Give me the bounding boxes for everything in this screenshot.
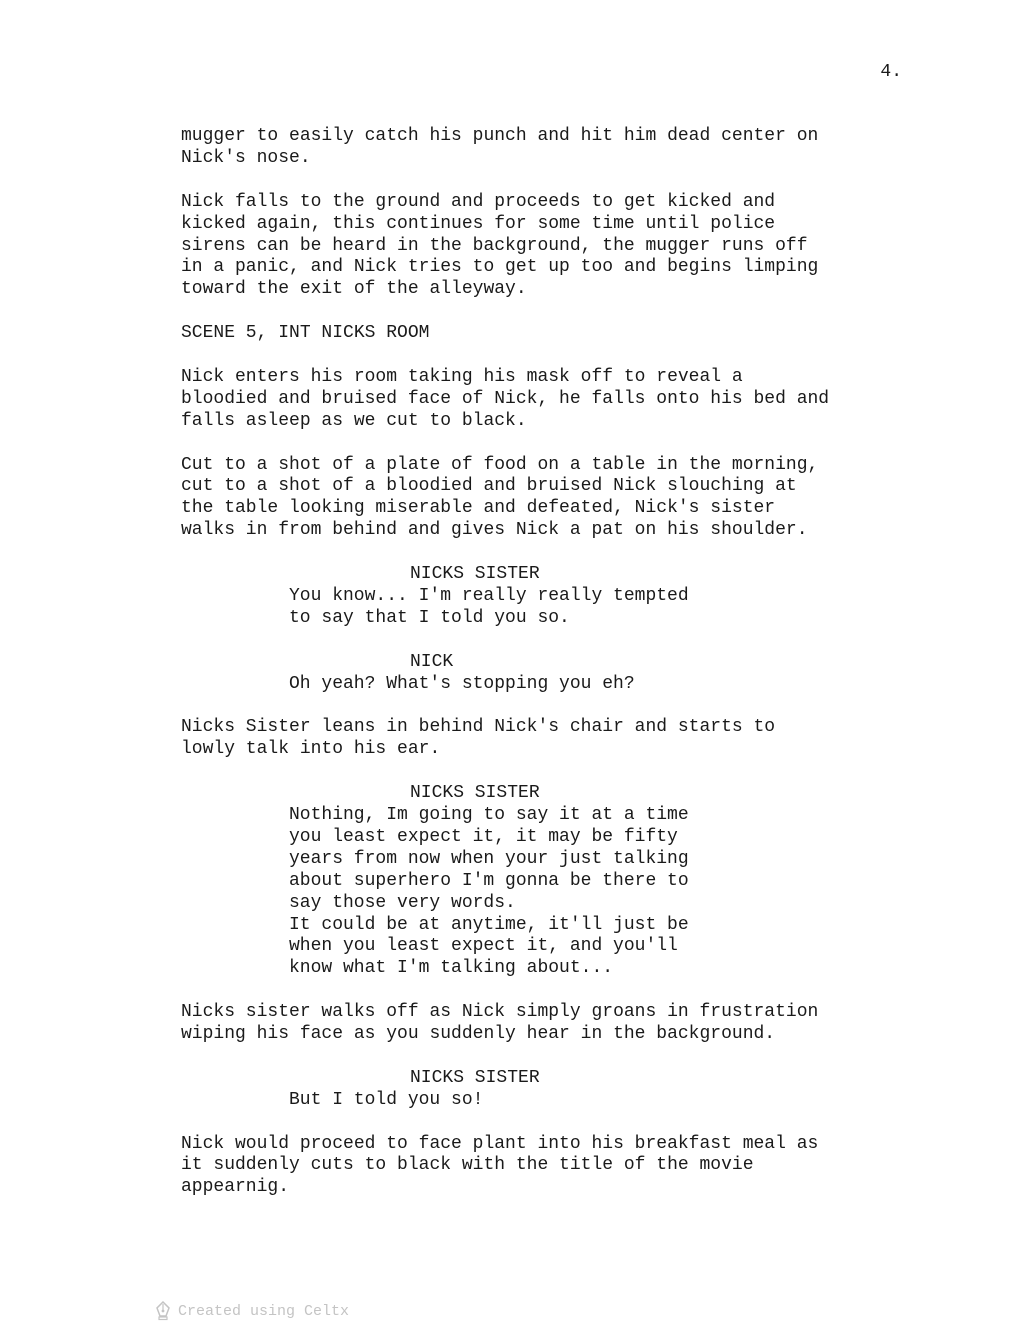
action-line: Cut to a shot of a plate of food on a table in the morning, cut to a shot of a bloodied and bruised Nick slouching at the table looking miserable and defeated, Nick's sister walks in from behind and gives Nick a pat on his shoulder. xyxy=(181,454,819,541)
page-number: 4. xyxy=(880,62,902,82)
scene-heading: SCENE 5, INT NICKS ROOM xyxy=(181,323,430,344)
dialogue-block xyxy=(181,783,921,980)
character-name: NICKS SISTER xyxy=(410,564,540,585)
dialogue-text: You know... I'm really really tempted to say that I told you so. xyxy=(289,585,689,628)
screenplay-body xyxy=(181,126,921,1221)
dialogue-text: But I told you so! xyxy=(289,1089,484,1110)
dialogue-text: Oh yeah? What's stopping you eh? xyxy=(289,673,635,694)
character-name: NICKS SISTER xyxy=(410,1067,540,1088)
dialogue-block xyxy=(181,1068,921,1112)
celtx-pen-icon xyxy=(155,1301,171,1321)
footer-text: Created using Celtx xyxy=(178,1302,350,1320)
character-name: NICKS SISTER xyxy=(410,783,540,804)
dialogue-block xyxy=(181,652,921,696)
action-line: Nick enters his room taking his mask off to reveal a bloodied and bruised face of Nick, he falls onto his bed and falls asleep as we cut to black. xyxy=(181,366,830,431)
dialogue-text: Nothing, Im going to say it at a time you least expect it, it may be fifty years from now when your just talking about superhero I'm gonna be there to say those very words. It could be at anytime, it'll just be when you least expect it, and you'll know what I'm talking about... xyxy=(289,804,689,979)
action-line: Nick would proceed to face plant into his breakfast meal as it suddenly cuts to black with the title of the movie appearnig. xyxy=(181,1133,819,1198)
character-name: NICK xyxy=(410,651,454,672)
dialogue-block xyxy=(181,564,921,630)
footer-credit xyxy=(155,1301,349,1321)
action-line: Nicks Sister leans in behind Nick's chair and starts to lowly talk into his ear. xyxy=(181,717,776,760)
action-line: Nick falls to the ground and proceeds to get kicked and kicked again, this continues for some time until police sirens can be heard in the background, the mugger runs off in a panic, and Nick tries to get up too and begins limping toward the exit of the alleyway. xyxy=(181,191,819,300)
action-line: mugger to easily catch his punch and hit him dead center on Nick's nose. xyxy=(181,126,819,168)
action-line: Nicks sister walks off as Nick simply groans in frustration wiping his face as you suddenly hear in the background. xyxy=(181,1002,819,1045)
